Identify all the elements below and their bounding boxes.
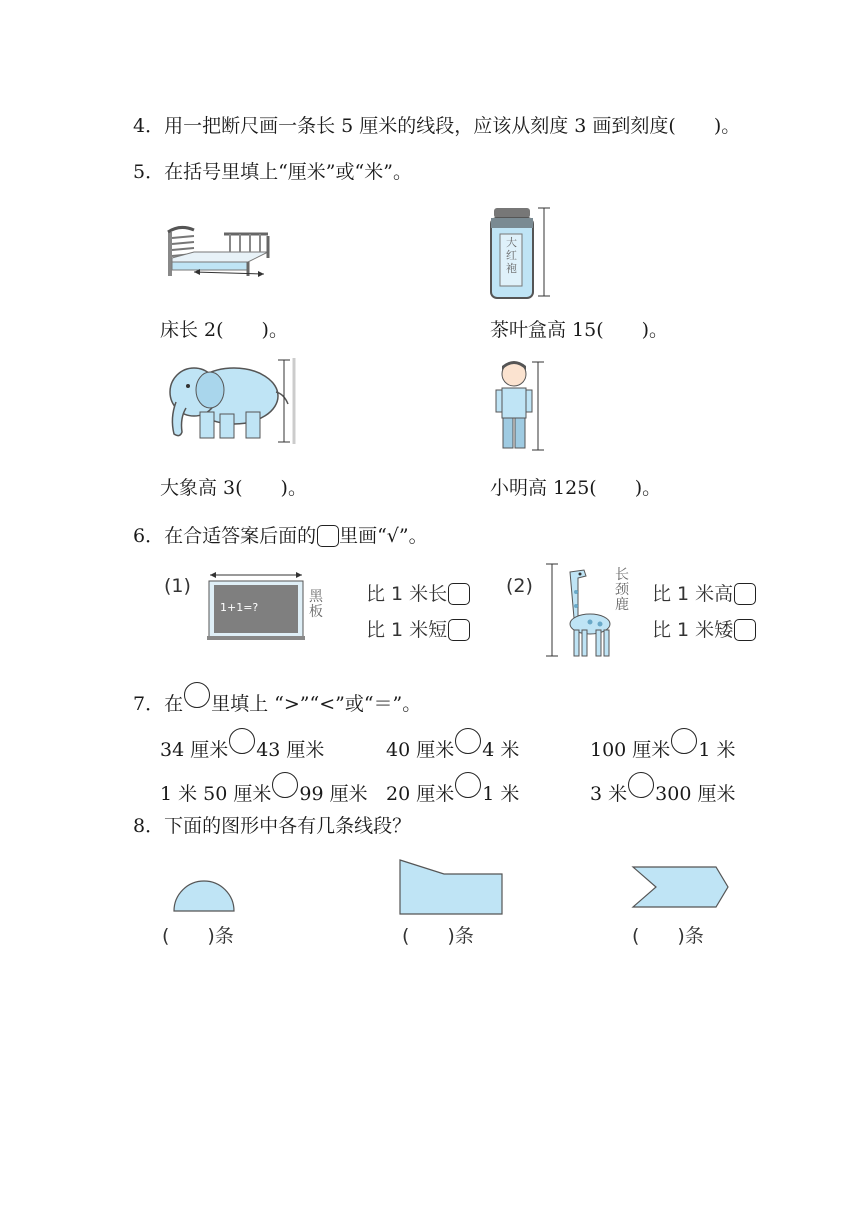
- q6-p2-option-1: [652, 582, 756, 606]
- q8-answer-2[interactable]: ( )条: [402, 925, 474, 947]
- checkbox-shorter[interactable]: [448, 619, 470, 641]
- question-5-title: 5．在括号里填上“厘米”或“米”。: [133, 161, 412, 183]
- q6-p1-option-2: [366, 618, 470, 642]
- pentagon-shape: [396, 856, 508, 918]
- q6-p1-option-2-label: 比 1 米短: [366, 619, 448, 641]
- blackboard-text: 1+1=?: [220, 601, 259, 614]
- q6-title-after: 里画“√”。: [339, 525, 428, 547]
- compare-3: [590, 728, 735, 762]
- compare-5: [386, 772, 519, 806]
- compare-5-right: 1 米: [482, 783, 520, 805]
- q8-answer-3[interactable]: ( )条: [632, 925, 704, 947]
- q7-title-before: 7．在: [133, 693, 184, 715]
- checkbox-taller[interactable]: [734, 583, 756, 605]
- compare-1: [160, 728, 324, 762]
- blackboard-label: 黑板: [309, 589, 323, 620]
- compare-1-right: 43 厘米: [256, 739, 325, 761]
- q7-title-after: 里填上 “>”“<”或“＝”。: [211, 693, 422, 715]
- question-6-title: [133, 524, 428, 548]
- q6-p2-option-2: [652, 618, 756, 642]
- q5-bed-text: 床长 2( )。: [160, 319, 288, 341]
- compare-2-circle[interactable]: [455, 728, 481, 754]
- semicircle-shape: [170, 876, 240, 916]
- chevron-shape: [630, 864, 732, 910]
- compare-4: [160, 772, 368, 806]
- q6-part2-number: (2): [506, 575, 533, 597]
- compare-6-left: 3 米: [590, 783, 628, 805]
- q5-tea-text: 茶叶盒高 15( )。: [490, 319, 669, 341]
- question-7-title: [133, 682, 421, 716]
- compare-6-circle[interactable]: [628, 772, 654, 798]
- question-8-title: 8．下面的图形中各有几条线段？: [133, 815, 412, 837]
- q6-p2-option-1-label: 比 1 米高: [652, 583, 734, 605]
- bed-illustration: [164, 222, 276, 278]
- q6-p1-option-1: [366, 582, 470, 606]
- compare-4-circle[interactable]: [272, 772, 298, 798]
- compare-2-left: 40 厘米: [386, 739, 455, 761]
- q6-p2-option-2-label: 比 1 米矮: [652, 619, 734, 641]
- answer-box-icon: [317, 525, 339, 547]
- compare-2-right: 4 米: [482, 739, 520, 761]
- compare-3-right: 1 米: [698, 739, 736, 761]
- compare-2: [386, 728, 519, 762]
- compare-5-circle[interactable]: [455, 772, 481, 798]
- elephant-illustration: [164, 356, 304, 446]
- giraffe-label: 长颈鹿: [615, 567, 629, 613]
- q5-elephant-text: 大象高 3( )。: [160, 477, 307, 499]
- boy-illustration: [490, 358, 548, 454]
- compare-6: [590, 772, 735, 806]
- q6-title-before: 6．在合适答案后面的: [133, 525, 317, 547]
- q8-answer-1[interactable]: ( )条: [162, 925, 234, 947]
- q6-part1-number: (1): [164, 575, 191, 597]
- tea-can-label: 大红袍: [506, 236, 517, 275]
- q5-boy-text: 小明高 125( )。: [490, 477, 662, 499]
- answer-circle-icon: [184, 682, 210, 708]
- compare-3-left: 100 厘米: [590, 739, 671, 761]
- compare-1-left: 34 厘米: [160, 739, 229, 761]
- tea-can-illustration: [486, 204, 556, 300]
- compare-4-left: 1 米 50 厘米: [160, 783, 272, 805]
- compare-3-circle[interactable]: [671, 728, 697, 754]
- checkbox-shorter-2[interactable]: [734, 619, 756, 641]
- checkbox-longer[interactable]: [448, 583, 470, 605]
- q6-p1-option-1-label: 比 1 米长: [366, 583, 448, 605]
- compare-6-right: 300 厘米: [655, 783, 736, 805]
- question-4: 4．用一把断尺画一条长 5 厘米的线段，应该从刻度 3 画到刻度( )。: [133, 115, 741, 137]
- compare-4-right: 99 厘米: [299, 783, 368, 805]
- compare-5-left: 20 厘米: [386, 783, 455, 805]
- compare-1-circle[interactable]: [229, 728, 255, 754]
